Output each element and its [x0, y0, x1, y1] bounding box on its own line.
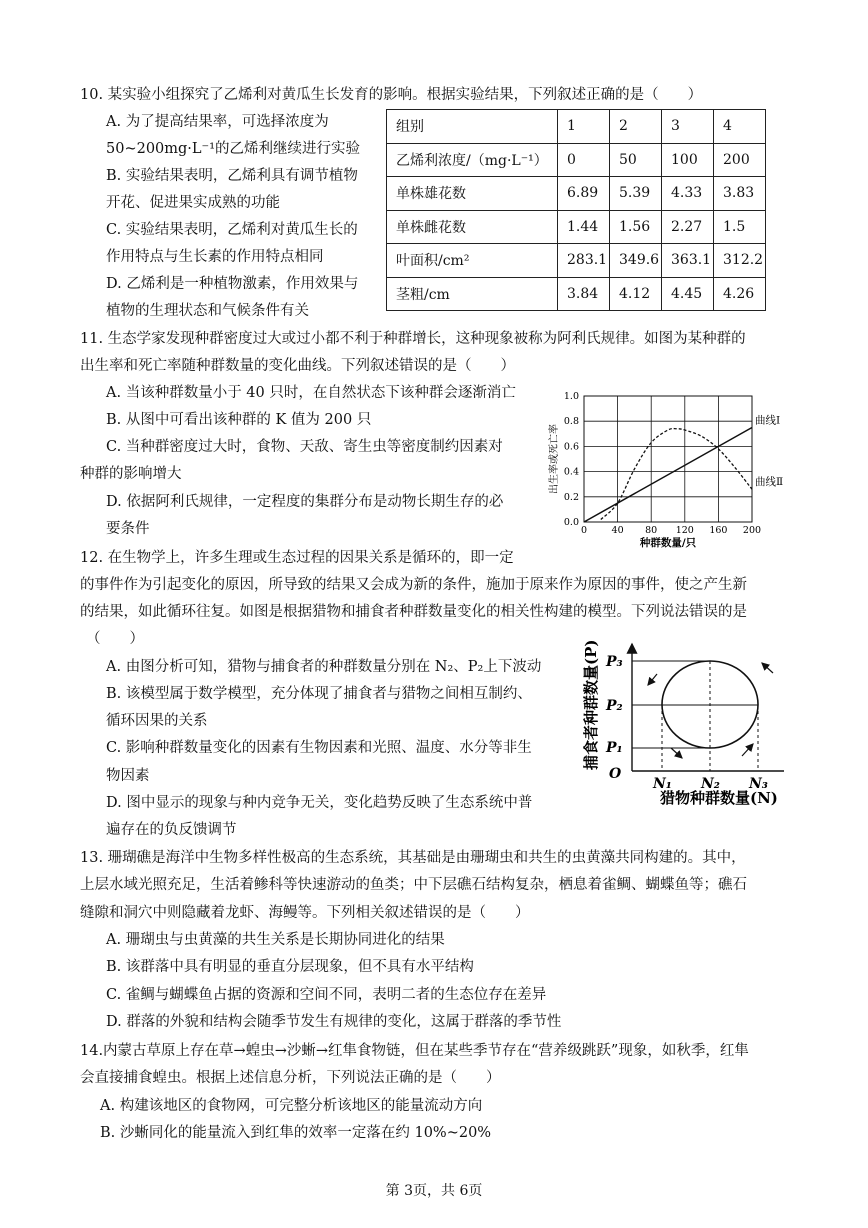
p1-label: P₁: [606, 740, 623, 756]
arrow-icon: [762, 663, 773, 673]
q12-option-line: B. 该模型属于数学模型，充分体现了捕食者与猎物之间相互制约、: [106, 686, 532, 702]
x-tick-label: 80: [645, 525, 658, 536]
curve-i-label: 曲线Ⅰ: [755, 414, 781, 427]
q11-option-line: 要条件: [106, 521, 150, 537]
q11-option-line: B. 从图中可看出该种群的 K 值为 200 只: [106, 412, 372, 428]
q10-option-line: B. 实验结果表明，乙烯利具有调节植物: [106, 168, 358, 184]
table-cell: 叶面积/cm²: [387, 244, 558, 278]
q12-option-line: C. 影响种群数量变化的因素有生物因素和光照、温度、水分等非生: [106, 740, 532, 756]
table-cell: 2.27: [662, 210, 714, 244]
table-cell: 2: [610, 110, 662, 144]
y-tick-label: 1.0: [563, 391, 579, 402]
x-axis-label: 猎物种群数量(N): [660, 789, 778, 806]
q12-stem-line: 的结果，如此循环往复。如图是根据猎物和捕食者种群数量变化的相关性构建的模型。下列说法错误的是: [80, 604, 747, 620]
n2-label: N₂: [701, 776, 720, 792]
table-cell: 3: [662, 110, 714, 144]
table-cell: 1.56: [610, 210, 662, 244]
n3-label: N₃: [749, 776, 768, 792]
table-cell: 4.45: [662, 277, 714, 311]
table-cell: 茎粗/cm: [387, 277, 558, 311]
table-cell: 283.1: [558, 244, 610, 278]
table-cell: 单株雌花数: [387, 210, 558, 244]
q11-option-line: C. 当种群密度过大时，食物、天敌、寄生虫等密度制约因素对: [106, 439, 503, 455]
table-row: [387, 110, 766, 144]
q12-option-line: 循环因果的关系: [106, 713, 208, 729]
table-cell: 50: [610, 143, 662, 177]
q12-option-line: 物因素: [106, 768, 150, 784]
page-footer: 第 3页，共 6页: [385, 1183, 483, 1199]
y-axis-label: 捕食者种群数量(P): [582, 639, 600, 770]
table-cell: 1.44: [558, 210, 610, 244]
plot-frame: [584, 396, 752, 522]
table-row: [387, 143, 766, 177]
table-cell: 4: [714, 110, 766, 144]
q12-stem-line: 12. 在生物学上，许多生理或生态过程的因果关系是循环的，即一定: [80, 550, 514, 566]
table-cell: 单株雄花数: [387, 177, 558, 211]
q12-option-line: A. 由图分析可知，猎物与捕食者的种群数量分别在 N₂、P₂上下波动: [106, 659, 542, 675]
q10-option-line: A. 为了提高结果率，可选择浓度为: [106, 114, 329, 130]
table-cell: 100: [662, 143, 714, 177]
x-axis-label: 种群数量/只: [639, 537, 697, 549]
q13-line: 缝隙和洞穴中则隐藏着龙虾、海鳗等。下列相关叙述错误的是（ ）: [80, 905, 530, 921]
table-cell: 3.84: [558, 277, 610, 311]
q11-stem-line: 出生率和死亡率随种群数量的变化曲线。下列叙述错误的是（ ）: [80, 358, 515, 374]
table-cell: 3.83: [714, 177, 766, 211]
table-cell: 349.6: [610, 244, 662, 278]
table-cell: 4.26: [714, 277, 766, 311]
ethephon-results-table: [386, 109, 766, 311]
q12-stem-line: 的事件作为引起变化的原因，所导致的结果又会成为新的条件，施加于原来作为原因的事件，使之产生新: [80, 577, 747, 593]
q10-option-line: D. 乙烯利是一种植物激素，作用效果与: [106, 276, 359, 292]
table-cell: 4.33: [662, 177, 714, 211]
predator-prey-model-diagram: [576, 638, 798, 806]
table-cell: 1: [558, 110, 610, 144]
origin-label: O: [609, 766, 622, 782]
table-cell: 200: [714, 143, 766, 177]
curve-ii-line: [601, 429, 752, 520]
table-cell: 6.89: [558, 177, 610, 211]
curve-i-line: [584, 428, 752, 523]
x-tick-label: 0: [580, 525, 588, 536]
q11-stem-line: 11. 生态学家发现种群密度过大或过小都不利于种群增长，这种现象被称为阿利氏规律。如图为某种群的: [80, 331, 746, 347]
arrow-icon: [742, 744, 753, 756]
y-axis-label: 出生率或死亡率: [549, 424, 560, 494]
table-row: [387, 277, 766, 311]
q10-option-line: 50~200mg·L⁻¹的乙烯利继续进行实验: [106, 141, 361, 157]
x-tick-label: 120: [675, 525, 694, 536]
x-tick-label: 40: [611, 525, 624, 536]
q11-option-line: 种群的影响增大: [80, 466, 182, 482]
p3-label: P₃: [606, 654, 623, 670]
q12-option-line: 遍存在的负反馈调节: [106, 822, 237, 838]
table-cell: 5.39: [610, 177, 662, 211]
q12-stem-line: （ ）: [86, 631, 144, 647]
q11-option-line: D. 依据阿利氏规律，一定程度的集群分布是动物长期生存的必: [106, 494, 504, 510]
arrow-icon: [671, 748, 682, 758]
q13-line: 上层水域光照充足，生活着鲹科等快速游动的鱼类；中下层礁石结构复杂，栖息着雀鲷、蝴蝶鱼等；礁石: [80, 877, 747, 893]
q13-option: C. 雀鲷与蝴蝶鱼占据的资源和空间不同，表明二者的生态位存在差异: [106, 987, 547, 1003]
table-cell: 363.1: [662, 244, 714, 278]
q13-option: B. 该群落中具有明显的垂直分层现象，但不具有水平结构: [106, 959, 474, 975]
x-tick-label: 160: [709, 525, 728, 536]
q13-line: 13. 珊瑚礁是海洋中生物多样性极高的生态系统，其基础是由珊瑚虫和共生的虫黄藻共同构建的。其中，: [80, 850, 746, 866]
table-cell: 1.5: [714, 210, 766, 244]
table-cell: 0: [558, 143, 610, 177]
q10-stem: 10. 某实验小组探究了乙烯利对黄瓜生长发育的影响。根据实验结果，下列叙述正确的是（ ）: [80, 87, 703, 103]
p2-label: P₂: [606, 698, 623, 714]
q13-option: D. 群落的外貌和结构会随季节发生有规律的变化，这属于群落的季节性: [106, 1014, 562, 1030]
curve-ii-label: 曲线Ⅱ: [755, 476, 784, 489]
y-tick-label: 0.4: [563, 466, 579, 478]
q11-option-line: A. 当该种群数量小于 40 只时，在自然状态下该种群会逐渐消亡: [106, 385, 516, 401]
q10-option-line: C. 实验结果表明，乙烯利对黄瓜生长的: [106, 222, 358, 238]
arrow-icon: [648, 674, 657, 685]
q10-option-line: 植物的生理状态和气候条件有关: [106, 303, 309, 319]
table-row: [387, 244, 766, 278]
q14-line: 14.内蒙古草原上存在草→蝗虫→沙蜥→红隼食物链，但在某些季节存在“营养级跳跃”现象，如秋季，红隼: [80, 1043, 749, 1059]
q14-option: B. 沙蜥同化的能量流入到红隼的效率一定落在约 10%~20%: [100, 1125, 492, 1141]
q10-option-line: 开花、促进果实成熟的功能: [106, 195, 280, 211]
q10-option-line: 作用特点与生长素的作用特点相同: [106, 249, 324, 265]
table-cell: 组别: [387, 110, 558, 144]
table-row: [387, 210, 766, 244]
table-cell: 4.12: [610, 277, 662, 311]
y-tick-label: 0.6: [563, 441, 579, 453]
q13-option: A. 珊瑚虫与虫黄藻的共生关系是长期协同进化的结果: [106, 932, 445, 948]
x-tick-label: 200: [742, 525, 762, 536]
table-cell: 乙烯利浓度/（mg·L⁻¹）: [387, 143, 558, 177]
q12-option-line: D. 图中显示的现象与种内竞争无关，变化趋势反映了生态系统中普: [106, 795, 533, 811]
table-row: [387, 177, 766, 211]
q14-option: A. 构建该地区的食物网，可完整分析该地区的能量流动方向: [100, 1098, 483, 1114]
q14-line: 会直接捕食蝗虫。根据上述信息分析，下列说法正确的是（ ）: [80, 1070, 501, 1086]
y-tick-label: 0.8: [563, 416, 579, 428]
y-tick-label: 0.2: [563, 491, 579, 503]
table-cell: 312.2: [714, 244, 766, 278]
y-tick-label: 0.0: [563, 517, 579, 528]
n1-label: N₁: [653, 776, 672, 792]
birth-death-rate-chart: [540, 388, 830, 550]
